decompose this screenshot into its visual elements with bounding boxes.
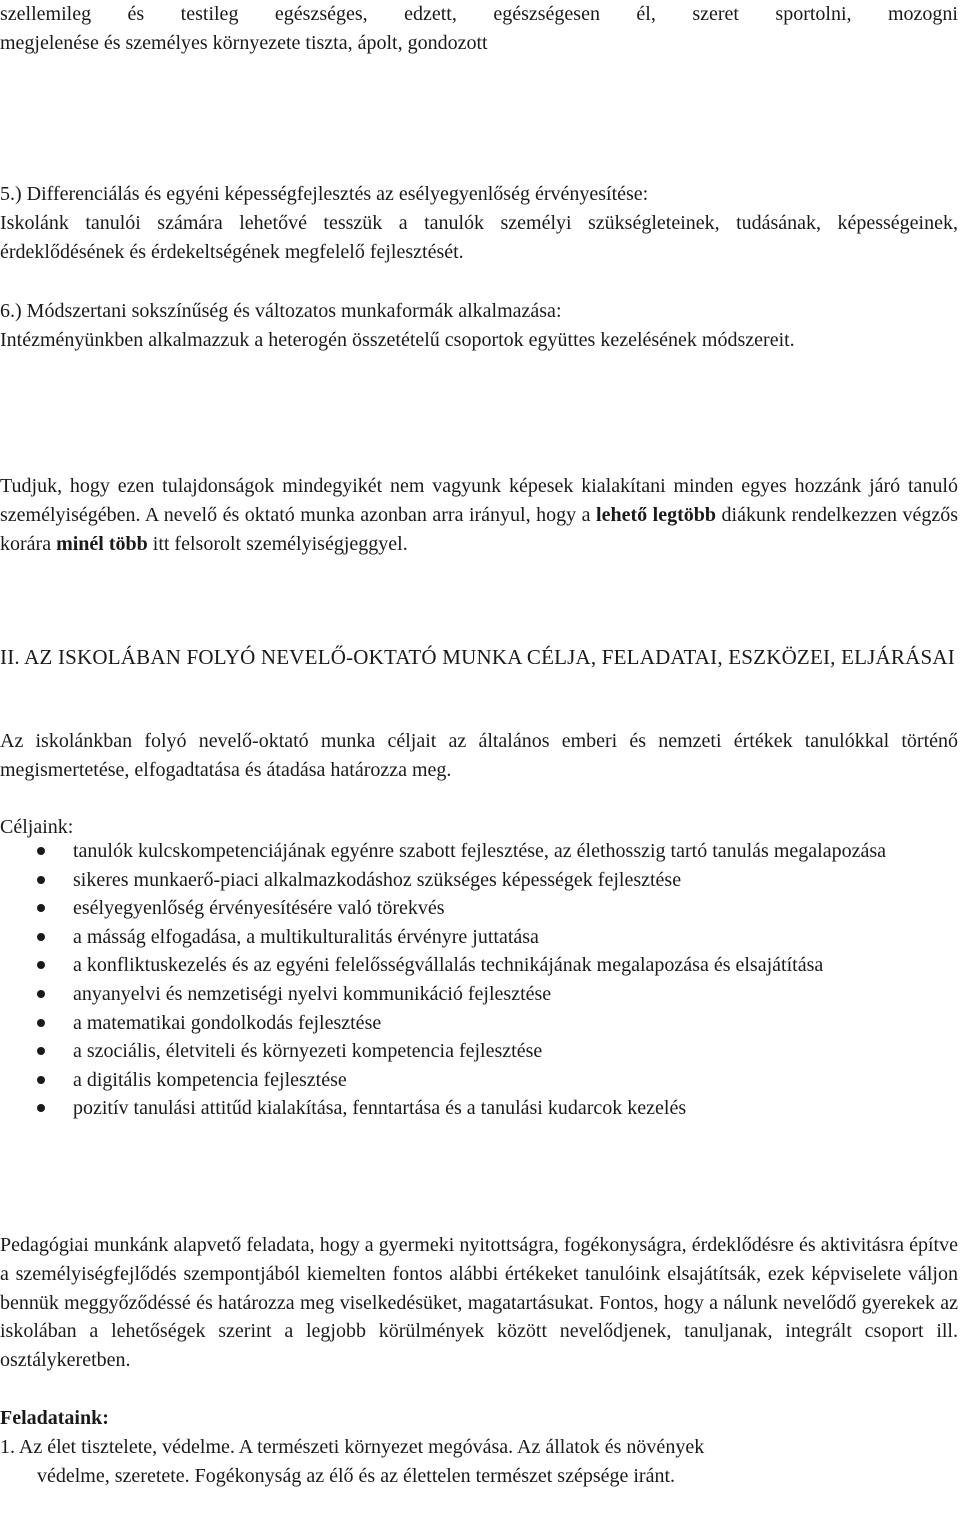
goal-text: esélyegyenlőség érvényesítésére való törekvés bbox=[73, 897, 445, 920]
chapter-heading: II. AZ ISKOLÁBAN FOLYÓ NEVELŐ-OKTATÓ MUNKA CÉLJA, FELADATAI, ESZKÖZEI, ELJÁRÁSAI bbox=[0, 645, 955, 669]
bullet-icon bbox=[37, 1076, 45, 1084]
goals-heading: Céljaink: bbox=[0, 816, 74, 838]
tasks-heading: Feladataink: bbox=[0, 1407, 109, 1429]
goal-text: a szociális, életviteli és környezeti kompetencia fejlesztése bbox=[73, 1040, 543, 1063]
task-item-1-line-1: 1. Az élet tisztelete, védelme. A természeti környezet megóvása. Az állatok és növények bbox=[0, 1436, 705, 1458]
task-item-1-line-2: védelme, szeretete. Fogékonyság az élő és az élettelen természet szépsége iránt. bbox=[37, 1464, 676, 1487]
chapter-intro: Az iskolánkban folyó nevelő-oktató munka céljait az általános emberi és nemzeti értékek tanulókkal történő megismertetése, elfogadtatása és átadása határozza meg. bbox=[0, 730, 958, 781]
bullet-icon bbox=[37, 1104, 45, 1112]
section-6 bbox=[0, 297, 958, 355]
bullet-icon bbox=[37, 990, 45, 998]
goal-list-item bbox=[0, 1094, 958, 1123]
goal-text: a digitális kompetencia fejlesztése bbox=[73, 1068, 347, 1091]
goal-text: sikeres munkaerő-piaci alkalmazkodáshoz szükséges képességek fejlesztése bbox=[73, 868, 682, 891]
goal-list-item bbox=[0, 1066, 958, 1095]
goal-list-item bbox=[0, 866, 958, 895]
goal-list-item bbox=[0, 980, 958, 1009]
summary-text-1: Tudjuk, hogy ezen tulajdonságok mindegyikét nem vagyunk képesek kialakítani minden egyes hozzánk járó tanuló személyiségében. A nevelő és oktató munka azonban arra irányul, hogy a bbox=[0, 475, 958, 526]
summary-emphasis-2: minél több bbox=[56, 532, 148, 555]
section-5-title: 5.) Differenciálás és egyéni képességfejlesztés az esélyegyenlőség érvényesítése: bbox=[0, 183, 649, 205]
goal-text: a matematikai gondolkodás fejlesztése bbox=[73, 1011, 382, 1034]
tasks-list bbox=[0, 1433, 958, 1491]
bullet-icon bbox=[37, 1047, 45, 1055]
goal-text: a másság elfogadása, a multikulturalitás érvényre juttatása bbox=[73, 925, 539, 948]
intro-line-2: megjelenése és személyes környezete tiszta, ápolt, gondozott bbox=[0, 31, 488, 54]
goals-list bbox=[0, 837, 958, 1123]
section-6-body: Intézményünkben alkalmazzuk a heterogén összetételű csoportok együttes kezelésének módszereit. bbox=[0, 328, 795, 351]
section-5-body: Iskolánk tanulói számára lehetővé tesszük a tanulók személyi szükségleteinek, tudásának, képességeinek, érdeklődésének és érdekeltségének megfelelő fejlesztését. bbox=[0, 211, 958, 263]
goal-list-item bbox=[0, 923, 958, 952]
summary-paragraph bbox=[0, 472, 958, 558]
pedagogy-paragraph: Pedagógiai munkánk alapvető feladata, hogy a gyermeki nyitottságra, fogékonyságra, érdeklődésre és aktivitásra építve a személyiségfejlődés szempontjából kiemelten fontos alábbi értékeket tanulóink elsajátítsák, ezek képviselete váljon bennük meggyőződéssé és határozza meg viselkedésüket, magatartásukat. Fontos, hogy a nálunk nevelődő gyerekek az iskolában a lehetőségek szerint a legjobb körülmények között nevelődjenek, tanuljanak, integrált csoport ill. osztálykeretben. bbox=[0, 1234, 958, 1372]
bullet-icon bbox=[37, 1019, 45, 1027]
bullet-icon bbox=[37, 933, 45, 941]
bullet-icon bbox=[37, 876, 45, 884]
goal-list-item bbox=[0, 894, 958, 923]
summary-emphasis-1: lehető legtöbb bbox=[596, 503, 716, 526]
section-6-title: 6.) Módszertani sokszínűség és változatos munkaformák alkalmazása: bbox=[0, 300, 562, 322]
summary-text-3: itt felsorolt személyiségjeggyel. bbox=[147, 532, 408, 555]
bullet-icon bbox=[37, 904, 45, 912]
goal-text: anyanyelvi és nemzetiségi nyelvi kommunikáció fejlesztése bbox=[73, 982, 552, 1005]
goal-list-item bbox=[0, 951, 958, 980]
goal-list-item bbox=[0, 1009, 958, 1038]
bullet-icon bbox=[37, 847, 45, 855]
intro-line-1: szellemileg és testileg egészséges, edzett, egészségesen él, szeret sportolni, mozogni bbox=[0, 3, 958, 25]
goal-text: pozitív tanulási attitűd kialakítása, fenntartása és a tanulási kudarcok kezelés bbox=[73, 1097, 687, 1120]
bullet-icon bbox=[37, 961, 45, 969]
section-5 bbox=[0, 180, 958, 266]
intro-paragraph bbox=[0, 0, 958, 58]
summary-text-2: diákunk rendelkezzen végzős korára bbox=[0, 503, 958, 555]
goal-text: a konfliktuskezelés és az egyéni felelősségvállalás technikájának megalapozása és elsajátítása bbox=[73, 954, 824, 977]
goal-list-item bbox=[0, 837, 958, 866]
goal-list-item bbox=[0, 1037, 958, 1066]
goal-text: tanulók kulcskompetenciájának egyénre szabott fejlesztése, az élethosszig tartó tanulás megalapozása bbox=[73, 840, 886, 862]
